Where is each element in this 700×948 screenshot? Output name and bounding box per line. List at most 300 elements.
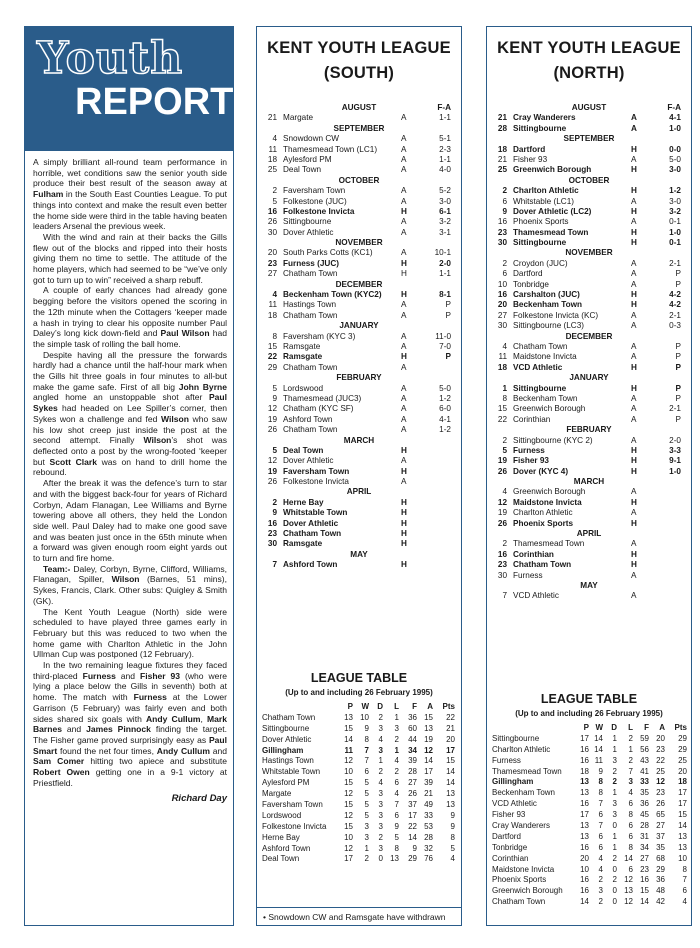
fixture-opponent: Snowdown CW <box>283 134 339 144</box>
table-cell: 6 <box>628 864 633 874</box>
fixture-date: 18 <box>267 310 277 320</box>
table-cell: 4 <box>682 897 687 907</box>
league-table-row <box>259 756 459 767</box>
table-col-header: P <box>583 723 589 732</box>
table-cell: 36 <box>656 875 665 885</box>
south-note-divider <box>257 907 461 908</box>
fixture-opponent: Thamesmead (JUC3) <box>283 393 362 403</box>
table-cell: 5 <box>364 800 369 810</box>
table-cell: 5 <box>364 810 369 820</box>
fixture-opponent: Charlton Athletic <box>513 508 573 518</box>
fixture-row <box>261 456 457 466</box>
fixture-row <box>491 207 687 217</box>
table-cell: 3 <box>364 832 369 842</box>
fixture-date: 7 <box>272 560 277 570</box>
fixture-venue: A <box>401 186 407 196</box>
fixture-opponent: Margate <box>283 113 314 123</box>
table-cell: 6 <box>628 799 633 809</box>
fixture-date: 2 <box>502 539 507 549</box>
fixture-opponent: Whitstable Town <box>283 508 348 518</box>
table-cell: 3 <box>378 821 383 831</box>
table-team: Dartford <box>492 831 521 841</box>
south-panel <box>256 26 462 926</box>
fixture-date: 30 <box>497 238 507 248</box>
table-cell: 13 <box>446 789 455 799</box>
fa-header: F-A <box>667 103 681 112</box>
table-cell: 20 <box>656 733 665 743</box>
table-cell: 1 <box>612 744 617 754</box>
fixture-date: 23 <box>267 258 277 268</box>
fixture-score: P <box>445 310 451 320</box>
table-cell: 60 <box>408 723 417 733</box>
fixture-opponent: Whitstable (LC1) <box>513 196 574 206</box>
table-cell: 35 <box>656 842 665 852</box>
table-cell: 14 <box>424 756 433 766</box>
table-cell: 11 <box>594 755 603 765</box>
table-team: Phoenix Sports <box>492 875 547 885</box>
fixture-row <box>261 384 457 394</box>
fixture-score: 9-1 <box>669 456 681 466</box>
fixture-row <box>491 290 687 300</box>
fixture-row <box>491 539 687 549</box>
table-cell: 6 <box>598 831 603 841</box>
table-cell: 8 <box>628 810 633 820</box>
league-table-row <box>259 713 459 724</box>
fixture-venue: H <box>631 445 637 455</box>
fixture-month-heading <box>491 134 687 144</box>
table-cell: 3 <box>612 810 617 820</box>
table-cell: 16 <box>580 744 589 754</box>
report-title-report: REPORT <box>75 81 233 123</box>
table-cell: 8 <box>450 832 455 842</box>
fixture-row <box>491 456 687 466</box>
fixture-opponent: Fisher 93 <box>513 456 549 466</box>
fixture-row <box>491 415 687 425</box>
fixture-row <box>491 145 687 155</box>
fixture-month-heading <box>261 487 457 497</box>
fixture-row <box>491 342 687 352</box>
fixture-score: 2-3 <box>439 144 451 154</box>
table-cell: 12 <box>424 745 433 755</box>
fixture-venue: H <box>631 362 637 372</box>
fa-header: F-A <box>437 103 451 112</box>
league-table-row <box>489 865 689 876</box>
table-cell: 9 <box>450 821 455 831</box>
fixture-opponent: Sittingbourne (KYC 2) <box>513 435 593 445</box>
report-paragraph: The Kent Youth League (North) side were scheduled to have played three games early in February but this was reduced to two when the home game with Charlton Athletic in the John Ullman Cup was postponed (12 February). <box>33 606 227 660</box>
fixture-venue: A <box>401 404 407 414</box>
fixture-venue: H <box>631 165 637 175</box>
table-cell: 25 <box>656 766 665 776</box>
month-label: APRIL <box>576 529 602 539</box>
fixture-venue: A <box>631 123 637 133</box>
fixture-venue: A <box>631 341 637 351</box>
fixture-venue: H <box>631 238 637 248</box>
report-body <box>25 151 233 805</box>
fixture-opponent: Ramsgate <box>283 341 321 351</box>
table-cell: 48 <box>656 886 665 896</box>
fixture-date: 15 <box>267 341 277 351</box>
league-table-title: LEAGUE TABLE <box>540 692 638 706</box>
north-panel <box>486 26 692 926</box>
fixture-venue: H <box>631 144 637 154</box>
table-cell: 23 <box>640 864 649 874</box>
table-cell: 13 <box>678 842 687 852</box>
fixture-date: 19 <box>267 414 277 424</box>
fixture-row <box>491 113 687 123</box>
fixture-score: 11-0 <box>435 331 451 341</box>
table-cell: 17 <box>408 810 417 820</box>
month-label: JANUARY <box>339 321 379 331</box>
fixture-month-heading <box>261 550 457 560</box>
table-cell: 15 <box>344 800 353 810</box>
fixture-date: 20 <box>497 300 507 310</box>
fixture-score: 0-1 <box>669 217 681 227</box>
fixture-venue: H <box>401 518 407 528</box>
table-cell: 0 <box>378 854 383 864</box>
table-col-header: F <box>412 702 417 711</box>
fixture-venue: H <box>631 227 637 237</box>
table-cell: 8 <box>598 788 603 798</box>
fixture-opponent: Greenwich Borough <box>513 165 592 175</box>
north-header <box>487 27 691 97</box>
fixture-score: 1-0 <box>669 466 681 476</box>
fixture-row <box>491 238 687 248</box>
table-cell: 4 <box>598 864 603 874</box>
table-cell: 5 <box>364 778 369 788</box>
table-cell: 6 <box>598 810 603 820</box>
fixture-date: 22 <box>497 414 507 424</box>
table-cell: 23 <box>656 744 665 754</box>
fixture-venue: A <box>631 570 637 580</box>
fixture-row <box>491 352 687 362</box>
table-team: Thamesmead Town <box>492 766 562 776</box>
table-cell: 1 <box>364 843 369 853</box>
fixture-score: 4-2 <box>669 300 681 310</box>
table-cell: 20 <box>580 853 589 863</box>
fixture-opponent: Thamesmead Town (LC1) <box>283 144 378 154</box>
fixture-date: 5 <box>272 383 277 393</box>
table-cell: 5 <box>450 843 455 853</box>
fixture-venue: A <box>401 331 407 341</box>
table-cell: 3 <box>378 745 383 755</box>
fixture-row <box>491 321 687 331</box>
fixture-venue: A <box>401 113 407 123</box>
fixture-venue: A <box>631 487 637 497</box>
fixture-date: 16 <box>497 290 507 300</box>
month-label: OCTOBER <box>568 175 610 185</box>
fixture-row <box>261 477 457 487</box>
fixture-date: 16 <box>497 217 507 227</box>
fixture-venue: A <box>401 477 407 487</box>
table-cell: 3 <box>394 723 399 733</box>
table-team: VCD Athletic <box>492 799 537 809</box>
fixture-date: 1 <box>502 383 507 393</box>
fixture-date: 23 <box>497 227 507 237</box>
fixture-venue: A <box>631 321 637 331</box>
fixture-date: 26 <box>267 477 277 487</box>
table-cell: 7 <box>628 766 633 776</box>
fixture-score: P <box>675 279 681 289</box>
fixture-row <box>261 300 457 310</box>
league-table-row <box>489 854 689 865</box>
table-team: Charlton Athletic <box>492 744 551 754</box>
table-cell: 2 <box>628 755 633 765</box>
fixture-opponent: Corinthian <box>513 549 554 559</box>
fixture-venue: A <box>631 258 637 268</box>
fixture-date: 25 <box>497 165 507 175</box>
fixture-date: 7 <box>502 591 507 601</box>
table-cell: 13 <box>624 886 633 896</box>
table-cell: 1 <box>612 788 617 798</box>
fixture-opponent: Hastings Town <box>283 300 337 310</box>
fixture-opponent: Chatham Town <box>513 341 568 351</box>
table-cell: 6 <box>628 831 633 841</box>
fixture-row <box>261 467 457 477</box>
table-cell: 17 <box>580 733 589 743</box>
table-cell: 6 <box>628 821 633 831</box>
table-cell: 1 <box>628 744 633 754</box>
fixture-date: 11 <box>268 300 277 310</box>
league-table-row <box>489 886 689 897</box>
table-cell: 2 <box>378 712 383 722</box>
fixture-row <box>261 145 457 155</box>
table-team: Tonbridge <box>492 842 528 852</box>
table-cell: 13 <box>446 800 455 810</box>
fixture-opponent: Sittingbourne (LC3) <box>513 321 584 331</box>
fixture-row <box>491 591 687 601</box>
month-label: JANUARY <box>569 373 609 383</box>
fixture-score: 1-2 <box>439 425 451 435</box>
report-title-youth: Youth <box>37 33 184 84</box>
fixture-opponent: Faversham Town <box>283 466 350 476</box>
table-cell: 10 <box>344 832 353 842</box>
fixture-score: 3-2 <box>439 217 451 227</box>
league-table-row <box>489 843 689 854</box>
fixture-month-heading <box>491 373 687 383</box>
fixture-venue: H <box>401 560 407 570</box>
fixture-opponent: Folkestone Invicta <box>283 206 355 216</box>
league-table-row <box>489 745 689 756</box>
table-cell: 17 <box>424 767 433 777</box>
fixture-date: 2 <box>272 497 277 507</box>
fixture-opponent: Chatham Town <box>513 560 572 570</box>
fixture-date: 30 <box>267 227 277 237</box>
fixture-row <box>491 186 687 196</box>
fixture-opponent: Chatham Town <box>283 269 338 279</box>
table-cell: 14 <box>344 734 353 744</box>
table-cell: 7 <box>394 800 399 810</box>
fixture-date: 6 <box>502 196 507 206</box>
table-cell: 16 <box>580 755 589 765</box>
fixture-score: P <box>445 352 451 362</box>
fixture-venue: A <box>401 414 407 424</box>
report-paragraph: Despite having all the pressure the forwards hardly had a chance until the half-hour mark when the Gills hit three goals in four minutes to all-but make the game safe. First of all big John Byrne angled home an unstoppable shot after Paul Sykes had headed on Lee Spiller’s corner, then Sykes won a challenge and fed Wilson who saw his low shot creep just inside the post at the second attempt. Finally Wilson’s shot was deflected onto a post by the wrong-footed ‘keeper but Scott Clark was on hand to drill home the rebound. <box>33 349 228 478</box>
table-cell: 17 <box>678 788 687 798</box>
month-label: AUGUST <box>571 103 607 112</box>
fixture-row <box>261 311 457 321</box>
table-cell: 2 <box>394 767 399 777</box>
fixture-row <box>261 248 457 258</box>
table-cell: 2 <box>612 777 617 787</box>
fixture-venue: H <box>631 549 637 559</box>
table-cell: 12 <box>624 897 633 907</box>
fixture-score: P <box>675 341 681 351</box>
fixture-month-heading <box>491 103 687 113</box>
table-cell: 18 <box>580 766 589 776</box>
table-cell: 56 <box>640 744 649 754</box>
fixture-row <box>491 269 687 279</box>
table-cell: 12 <box>656 777 665 787</box>
fixture-opponent: Furness <box>513 570 543 580</box>
fixture-row <box>261 352 457 362</box>
fixture-date: 2 <box>502 258 507 268</box>
fixture-date: 18 <box>497 362 507 372</box>
table-col-header: A <box>659 723 665 732</box>
fixture-opponent: Faversham Town <box>283 186 346 196</box>
fixture-venue: A <box>631 279 637 289</box>
table-cell: 19 <box>424 734 433 744</box>
table-cell: 41 <box>640 766 649 776</box>
fixture-opponent: Chatham Town <box>283 310 338 320</box>
table-cell: 4 <box>378 778 383 788</box>
table-team: Aylesford PM <box>262 778 310 788</box>
table-cell: 3 <box>378 843 383 853</box>
table-cell: 34 <box>408 745 417 755</box>
fixture-score: 1-0 <box>669 123 681 133</box>
fixture-month-heading <box>261 238 457 248</box>
fixture-venue: A <box>631 539 637 549</box>
table-cell: 2 <box>378 832 383 842</box>
table-cell: 2 <box>628 733 633 743</box>
month-label: SEPTEMBER <box>563 134 615 144</box>
table-cell: 14 <box>624 853 633 863</box>
month-label: FEBRUARY <box>566 425 612 435</box>
fixture-month-heading <box>491 248 687 258</box>
fixture-opponent: Cray Wanderers <box>513 113 576 123</box>
fixture-venue: A <box>401 217 407 227</box>
table-cell: 2 <box>598 897 603 907</box>
fixture-venue: A <box>401 456 407 466</box>
fixture-date: 15 <box>497 404 507 414</box>
fixture-date: 9 <box>272 393 277 403</box>
table-cell: 9 <box>598 766 603 776</box>
table-cell: 17 <box>580 810 589 820</box>
fixture-row <box>491 571 687 581</box>
fixture-row <box>261 134 457 144</box>
fixture-score: 2-1 <box>669 258 681 268</box>
fixture-opponent: Dover Athletic <box>283 227 334 237</box>
league-table-row <box>259 735 459 746</box>
fixture-opponent: Sittingbourne <box>513 383 567 393</box>
table-cell: 3 <box>378 800 383 810</box>
fixture-row <box>261 290 457 300</box>
fixture-row <box>491 280 687 290</box>
table-cell: 13 <box>580 831 589 841</box>
table-cell: 8 <box>628 842 633 852</box>
fixture-venue: A <box>401 154 407 164</box>
fixture-venue: H <box>401 352 407 362</box>
table-team: Greenwich Borough <box>492 886 563 896</box>
fixture-venue: A <box>631 404 637 414</box>
league-table-row <box>489 897 689 908</box>
table-cell: 32 <box>424 843 433 853</box>
table-cell: 9 <box>394 821 399 831</box>
fixture-venue: H <box>401 529 407 539</box>
fixture-opponent: Beckenham Town <box>513 393 578 403</box>
fixture-date: 19 <box>267 466 277 476</box>
table-cell: 0 <box>612 897 617 907</box>
table-team: Furness <box>492 755 521 765</box>
table-cell: 11 <box>344 745 353 755</box>
fixture-month-heading <box>261 373 457 383</box>
league-table-row <box>259 746 459 757</box>
league-table-subtitle: (Up to and including 26 February 1995) <box>285 688 433 697</box>
table-cell: 4 <box>394 756 399 766</box>
fixture-opponent: Folkestone (JUC) <box>283 196 347 206</box>
table-cell: 6 <box>598 842 603 852</box>
fixture-opponent: Lordswood <box>283 383 324 393</box>
fixture-opponent: Furness <box>513 445 545 455</box>
fixture-score: 4-0 <box>439 165 451 175</box>
fixture-opponent: Maidstone Invicta <box>513 497 582 507</box>
fixture-row <box>261 394 457 404</box>
table-cell: 65 <box>656 810 665 820</box>
table-cell: 10 <box>580 864 589 874</box>
fixture-month-heading <box>491 581 687 591</box>
table-cell: 15 <box>344 821 353 831</box>
table-cell: 14 <box>640 897 649 907</box>
fixture-date: 30 <box>497 321 507 331</box>
table-cell: 36 <box>640 799 649 809</box>
table-cell: 14 <box>408 832 417 842</box>
fixture-month-heading <box>261 321 457 331</box>
table-cell: 17 <box>344 854 353 864</box>
fixture-date: 21 <box>267 113 277 123</box>
fixture-date: 19 <box>497 508 507 518</box>
league-table-row <box>489 832 689 843</box>
fixture-score: 0-1 <box>669 238 681 248</box>
table-cell: 2 <box>598 875 603 885</box>
report-author: Richard Day <box>171 793 227 805</box>
fixture-opponent: Herne Bay <box>283 497 324 507</box>
fixture-venue: H <box>631 456 637 466</box>
table-col-header: D <box>611 723 617 732</box>
fixture-score: P <box>675 383 681 393</box>
fixture-date: 18 <box>267 154 277 164</box>
south-league-table <box>259 671 459 865</box>
table-cell: 16 <box>580 886 589 896</box>
table-cell: 18 <box>678 777 687 787</box>
fixture-opponent: Beckenham Town <box>513 300 583 310</box>
table-cell: 10 <box>344 767 353 777</box>
fixture-score: P <box>675 393 681 403</box>
table-cell: 53 <box>424 821 433 831</box>
fixture-opponent: Dover (KYC 4) <box>513 466 569 476</box>
league-table-row <box>489 777 689 788</box>
league-table-header <box>259 702 459 713</box>
table-cell: 5 <box>394 832 399 842</box>
table-cell: 13 <box>390 854 399 864</box>
fixture-date: 18 <box>497 144 507 154</box>
fixture-score: 3-0 <box>439 196 451 206</box>
fixture-opponent: Croydon (JUC) <box>513 258 568 268</box>
fixture-date: 21 <box>497 113 507 123</box>
fixture-opponent: Sittingbourne <box>283 217 332 227</box>
table-cell: 33 <box>640 777 649 787</box>
fixture-date: 4 <box>272 290 277 300</box>
table-cell: 31 <box>640 831 649 841</box>
